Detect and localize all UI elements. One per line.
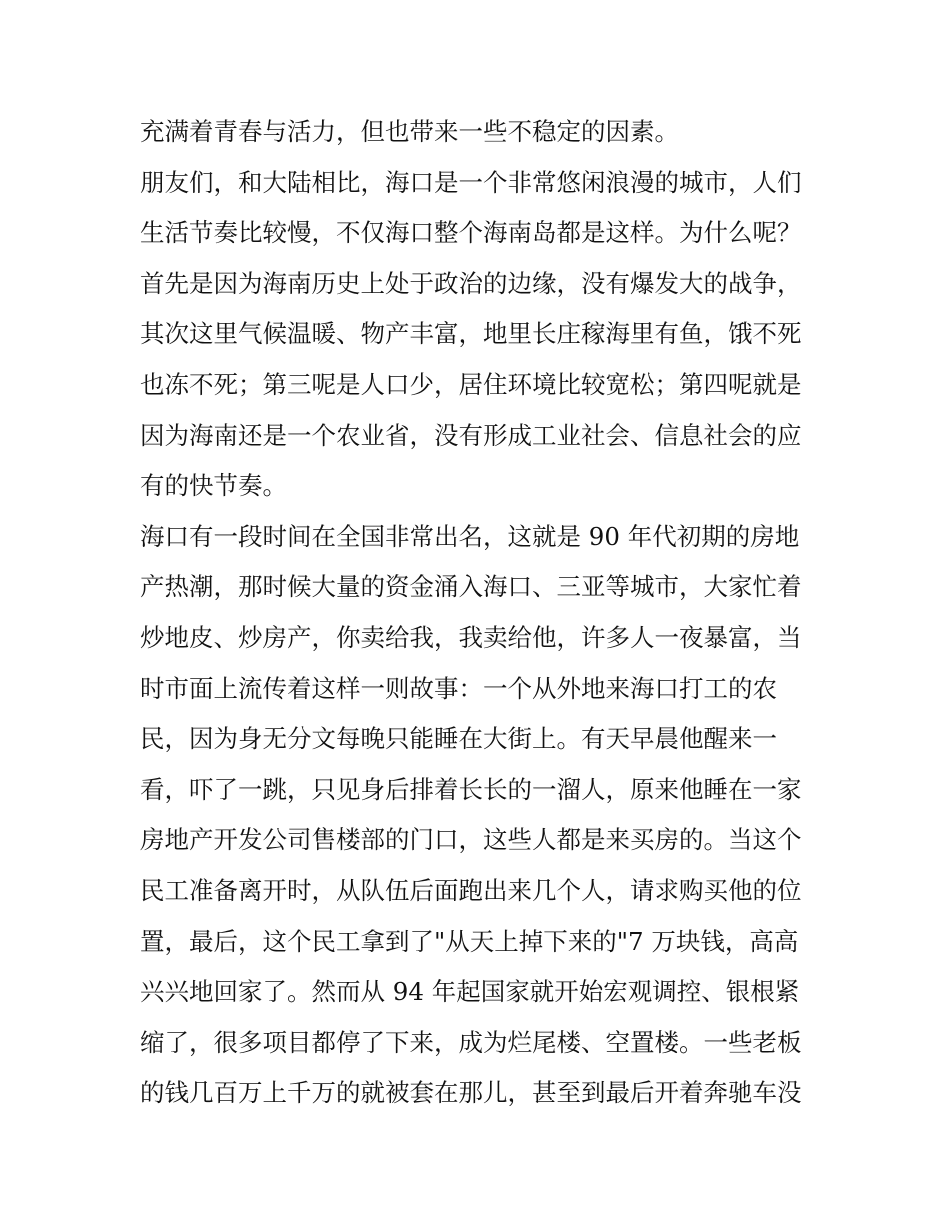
text-line: 置，最后，这个民工拿到了"从天上掉下来的"7 万块钱，高高 (140, 926, 799, 956)
text-line: 缩了，很多项目都停了下来，成为烂尾楼、空置楼。一些老板 (140, 1027, 802, 1057)
text-line: 时市面上流传着这样一则故事：一个从外地来海口打工的农 (140, 673, 777, 703)
text-line: 首先是因为海南历史上处于政治的边缘，没有爆发大的战争， (140, 268, 802, 298)
text-line: 兴兴地回家了。然而从 94 年起国家就开始宏观调控、银根紧 (140, 977, 800, 1007)
text-line: 朋友们，和大陆相比，海口是一个非常悠闲浪漫的城市，人们 (140, 167, 802, 197)
text-line: 生活节奏比较慢，不仅海口整个海南岛都是这样。为什么呢？ (140, 218, 802, 248)
body-text (140, 107, 820, 1119)
text-line: 海口有一段时间在全国非常出名，这就是 90 年代初期的房地 (140, 521, 800, 551)
text-line: 其次这里气候温暖、物产丰富，地里长庄稼海里有鱼，饿不死 (140, 319, 802, 349)
text-line: 房地产开发公司售楼部的门口，这些人都是来买房的。当这个 (140, 825, 802, 855)
text-line: 炒地皮、炒房产，你卖给我，我卖给他，许多人一夜暴富，当 (140, 622, 802, 652)
text-line: 民，因为身无分文每晚只能睡在大街上。有天早晨他醒来一 (140, 724, 777, 754)
text-line: 有的快节奏。 (140, 471, 287, 501)
text-line: 的钱几百万上千万的就被套在那儿，甚至到最后开着奔驰车没 (140, 1078, 802, 1108)
text-line: 因为海南还是一个农业省，没有形成工业社会、信息社会的应 (140, 420, 802, 450)
text-line: 充满着青春与活力，但也带来一些不稳定的因素。 (140, 117, 679, 146)
text-line: 民工准备离开时，从队伍后面跑出来几个人，请求购买他的位 (140, 875, 802, 905)
text-line: 产热潮，那时候大量的资金涌入海口、三亚等城市，大家忙着 (140, 572, 802, 602)
text-line: 看，吓了一跳，只见身后排着长长的一溜人，原来他睡在一家 (140, 774, 802, 804)
text-line: 也冻不死；第三呢是人口少，居住环境比较宽松；第四呢就是 (140, 369, 802, 399)
